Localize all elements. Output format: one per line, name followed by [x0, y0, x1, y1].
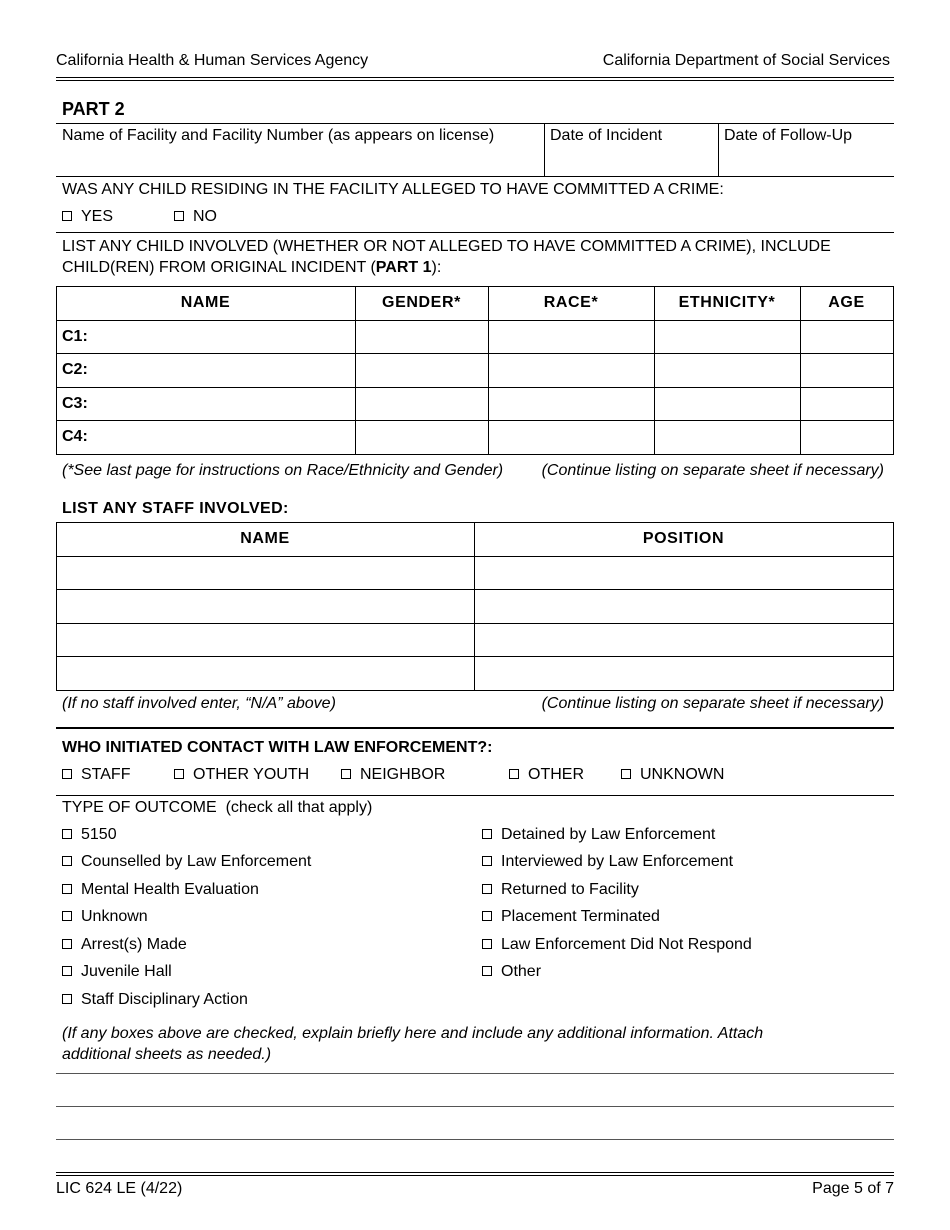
checkbox-icon: [62, 994, 72, 1004]
date-of-follow-up-field[interactable]: [718, 123, 894, 176]
crime-yes-checkbox[interactable]: YES: [62, 208, 113, 226]
checkbox-icon: [482, 939, 492, 949]
checkbox-icon: [174, 769, 184, 779]
outcome-juvenile-hall-checkbox[interactable]: Juvenile Hall: [62, 963, 172, 981]
explanation-line[interactable]: [56, 1073, 894, 1074]
contact-unknown-checkbox[interactable]: UNKNOWN: [621, 766, 724, 784]
crime-no-checkbox[interactable]: NO: [174, 208, 217, 226]
contact-other-checkbox[interactable]: OTHER: [509, 766, 584, 784]
checkbox-icon: [482, 829, 492, 839]
children-header-gender: GENDER*: [382, 294, 461, 311]
children-note-right: (Continue listing on separate sheet if necessary): [541, 462, 884, 479]
children-header-age: AGE: [828, 294, 865, 311]
outcome-unknown-checkbox[interactable]: Unknown: [62, 908, 148, 926]
staff-note-right: (Continue listing on separate sheet if necessary): [541, 695, 884, 712]
rule: [56, 232, 894, 233]
children-header-ethnicity: ETHNICITY*: [678, 294, 776, 311]
outcome-title: TYPE OF OUTCOME (check all that apply): [62, 799, 373, 816]
checkbox-icon: [62, 939, 72, 949]
staff-note-left: (If no staff involved enter, “N/A” above): [62, 695, 336, 712]
explanation-line[interactable]: [56, 1106, 894, 1107]
agency-name: California Health & Human Services Agency: [56, 52, 369, 69]
outcome-other-checkbox[interactable]: Other: [482, 963, 541, 981]
department-name: California Department of Social Services: [602, 52, 890, 69]
contact-staff-checkbox[interactable]: STAFF: [62, 766, 130, 784]
crime-question: WAS ANY CHILD RESIDING IN THE FACILITY ALLEGED TO HAVE COMMITTED A CRIME:: [62, 181, 724, 198]
outcome-explain-line1: (If any boxes above are checked, explain briefly here and include any additional information. Attach: [62, 1025, 764, 1042]
child-row-label: C1:: [62, 328, 88, 345]
footer-rule: [56, 1172, 894, 1173]
children-instruction-line2: CHILD(REN) FROM ORIGINAL INCIDENT (PART 1):: [62, 259, 442, 276]
rule: [56, 176, 894, 177]
checkbox-icon: [62, 884, 72, 894]
checkbox-icon: [62, 966, 72, 976]
date-of-incident-field[interactable]: [544, 123, 718, 176]
footer-rule-2: [56, 1175, 894, 1176]
outcome-5150-checkbox[interactable]: 5150: [62, 826, 117, 844]
outcome-did-not-respond-checkbox[interactable]: Law Enforcement Did Not Respond: [482, 936, 752, 954]
checkbox-icon: [62, 829, 72, 839]
outcome-returned-checkbox[interactable]: Returned to Facility: [482, 881, 639, 899]
outcome-mental-health-checkbox[interactable]: Mental Health Evaluation: [62, 881, 259, 899]
form-number: LIC 624 LE (4/22): [56, 1180, 183, 1197]
child-row-label: C4:: [62, 428, 88, 445]
checkbox-icon: [509, 769, 519, 779]
header-rule-2: [56, 80, 894, 81]
checkbox-icon: [482, 856, 492, 866]
children-header-race: RACE*: [543, 294, 599, 311]
header-rule: [56, 77, 894, 78]
child-row-label: C2:: [62, 361, 88, 378]
checkbox-icon: [482, 884, 492, 894]
checkbox-icon: [341, 769, 351, 779]
contact-other-youth-checkbox[interactable]: OTHER YOUTH: [174, 766, 309, 784]
facility-name-label: Name of Facility and Facility Number (as appears on license): [62, 127, 495, 144]
outcome-staff-disciplinary-checkbox[interactable]: Staff Disciplinary Action: [62, 991, 248, 1009]
outcome-detained-checkbox[interactable]: Detained by Law Enforcement: [482, 826, 715, 844]
children-note-left: (*See last page for instructions on Race/Ethnicity and Gender): [62, 462, 504, 479]
date-of-incident-label: Date of Incident: [550, 127, 663, 144]
page-number: Page 5 of 7: [812, 1180, 894, 1197]
checkbox-icon: [482, 966, 492, 976]
checkbox-icon: [174, 211, 184, 221]
section-rule: [56, 727, 894, 729]
outcome-counselled-checkbox[interactable]: Counselled by Law Enforcement: [62, 853, 311, 871]
staff-section-title: LIST ANY STAFF INVOLVED:: [62, 500, 289, 517]
checkbox-icon: [62, 911, 72, 921]
checkbox-icon: [62, 769, 72, 779]
outcome-explain-line2: additional sheets as needed.): [62, 1046, 272, 1063]
section-rule: [56, 795, 894, 796]
outcome-arrests-checkbox[interactable]: Arrest(s) Made: [62, 936, 187, 954]
checkbox-icon: [62, 856, 72, 866]
law-contact-title: WHO INITIATED CONTACT WITH LAW ENFORCEMENT?:: [62, 739, 493, 756]
contact-neighbor-checkbox[interactable]: NEIGHBOR: [341, 766, 445, 784]
explanation-line[interactable]: [56, 1139, 894, 1140]
children-instruction-line1: LIST ANY CHILD INVOLVED (WHETHER OR NOT ALLEGED TO HAVE COMMITTED A CRIME), INCLUDE: [62, 238, 831, 255]
part-title: PART 2: [62, 99, 125, 119]
facility-name-field[interactable]: [56, 123, 544, 176]
outcome-placement-terminated-checkbox[interactable]: Placement Terminated: [482, 908, 660, 926]
staff-header-name: NAME: [240, 530, 290, 547]
checkbox-icon: [62, 211, 72, 221]
checkbox-icon: [621, 769, 631, 779]
staff-header-position: POSITION: [642, 530, 725, 547]
date-of-follow-up-label: Date of Follow-Up: [724, 127, 853, 144]
checkbox-icon: [482, 911, 492, 921]
outcome-interviewed-checkbox[interactable]: Interviewed by Law Enforcement: [482, 853, 733, 871]
children-header-name: NAME: [180, 294, 231, 311]
child-row-label: C3:: [62, 395, 88, 412]
